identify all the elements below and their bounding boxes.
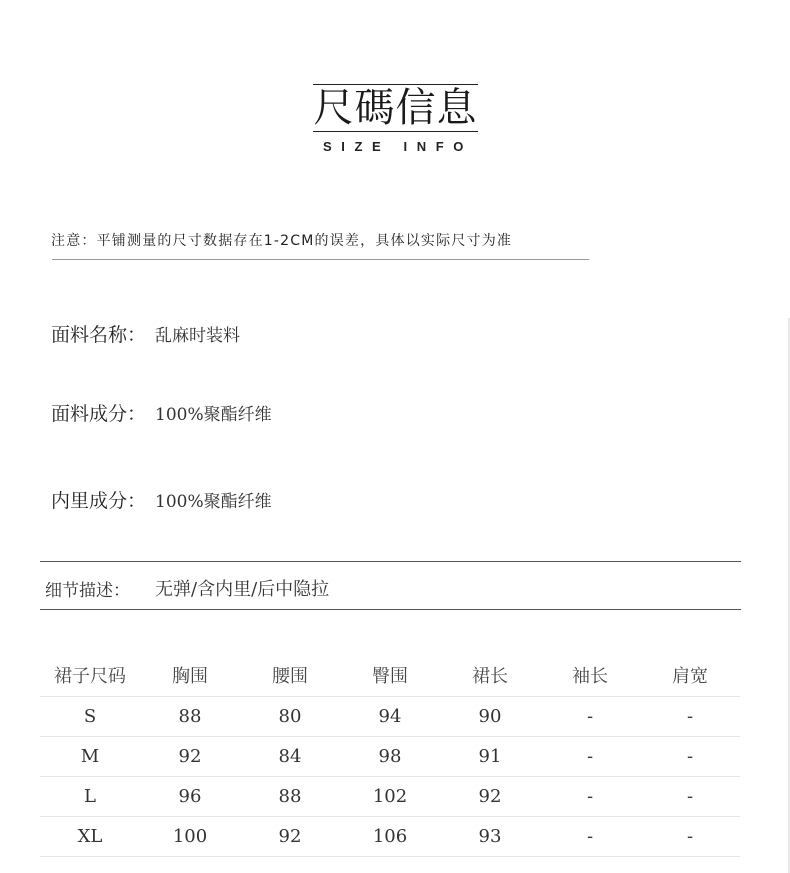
fabric-composition-label: 面料成分： — [51, 403, 147, 425]
table-cell: 93 — [478, 826, 502, 847]
table-cell: L — [84, 786, 96, 807]
table-row — [40, 737, 740, 777]
header-cell: 胸围 — [172, 666, 208, 687]
table-cell: 94 — [378, 706, 402, 727]
size-table — [40, 657, 740, 857]
table-row — [40, 777, 740, 817]
header-cell: 裙子尺码 — [54, 666, 126, 687]
table-cell: XL — [77, 826, 103, 847]
table-cell: - — [686, 746, 694, 767]
detail-bottom-rule — [40, 609, 741, 610]
header-bottom-line — [313, 131, 478, 132]
table-cell: - — [686, 786, 694, 807]
table-cell: - — [686, 826, 694, 847]
table-cell: 106 — [372, 826, 408, 847]
table-cell: - — [586, 826, 594, 847]
lining-composition-label: 内里成分： — [51, 490, 147, 512]
table-cell: 90 — [478, 706, 502, 727]
measurement-note: 注意：平铺测量的尺寸数据存在1-2CM的误差，具体以实际尺寸为准 — [51, 233, 513, 249]
table-cell: 91 — [478, 746, 502, 767]
table-row — [40, 817, 740, 857]
fabric-name-label: 面料名称： — [51, 324, 147, 346]
table-cell: 100 — [172, 826, 208, 847]
table-cell: 88 — [278, 786, 302, 807]
table-cell: - — [586, 786, 594, 807]
fabric-name-value: 乱麻时装料 — [155, 326, 240, 346]
table-cell: 84 — [278, 746, 302, 767]
table-cell: S — [83, 706, 97, 727]
header-cell: 袖长 — [572, 666, 608, 687]
table-cell: 98 — [378, 746, 402, 767]
fabric-composition-value: 100%聚酯纤维 — [155, 405, 272, 425]
header-cell: 肩宽 — [672, 666, 708, 687]
table-cell: 80 — [278, 706, 302, 727]
table-cell: 92 — [278, 826, 302, 847]
page-subtitle: SIZE INFO — [323, 139, 473, 154]
table-cell: 92 — [478, 786, 502, 807]
size-table-header — [40, 657, 740, 697]
table-cell: 102 — [372, 786, 408, 807]
table-cell: - — [686, 706, 694, 727]
table-cell: - — [586, 746, 594, 767]
table-row — [40, 697, 740, 737]
table-cell: 88 — [178, 706, 202, 727]
page-title: 尺碼信息 — [313, 85, 478, 131]
detail-label: 细节描述： — [45, 581, 130, 601]
detail-value: 无弹/含内里/后中隐拉 — [155, 579, 330, 600]
header-cell: 臀围 — [372, 666, 408, 687]
lining-composition-value: 100%聚酯纤维 — [155, 492, 272, 512]
note-underline — [52, 259, 589, 260]
header-cell: 裙长 — [472, 666, 508, 687]
table-cell: - — [586, 706, 594, 727]
table-cell: M — [80, 746, 100, 767]
header-cell: 腰围 — [272, 666, 308, 687]
table-cell: 92 — [178, 746, 202, 767]
detail-top-rule — [40, 561, 741, 562]
table-cell: 96 — [178, 786, 202, 807]
